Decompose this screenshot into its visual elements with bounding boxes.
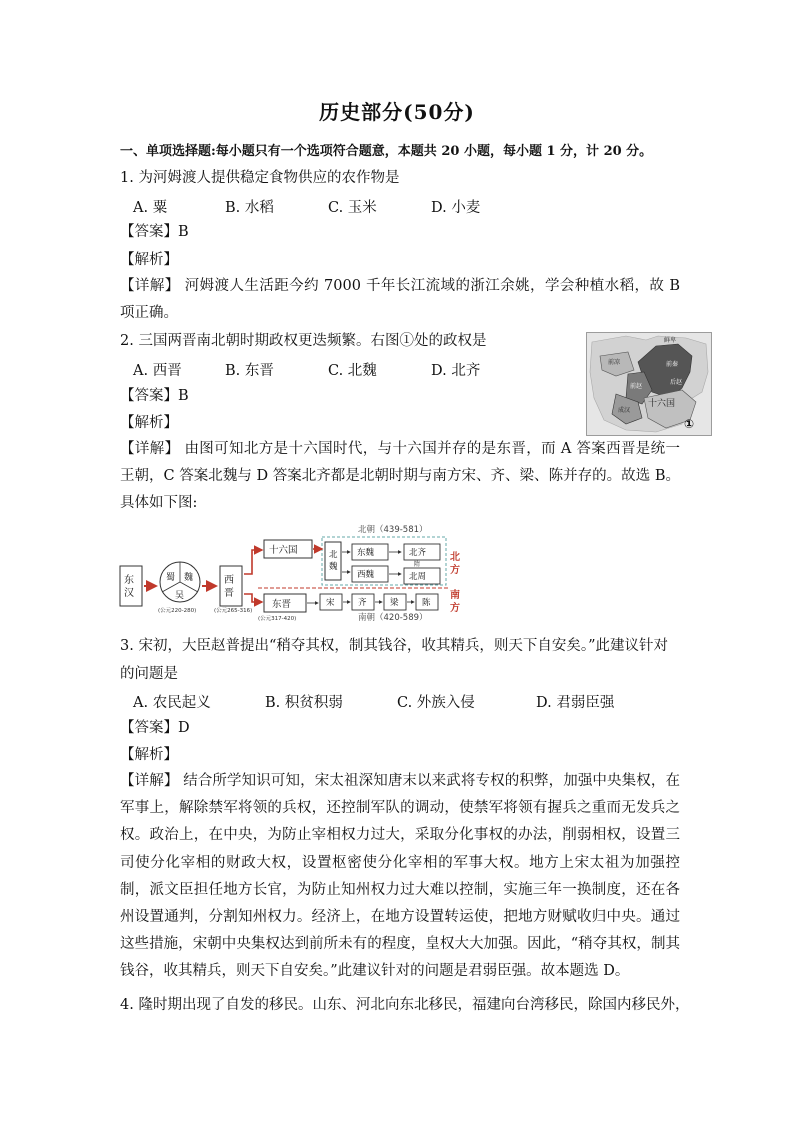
question-2-stem: 2. 三国两晋南北朝时期政权更迭频繁。右图①处的政权是 [120, 333, 487, 349]
section-heading: 一、单项选择题:每小题只有一个选项符合题意，本题共 20 小题，每小题 1 分，计 20 分。 [120, 144, 653, 159]
south-dynasties-label: 南朝（420-589） [358, 613, 428, 622]
map-label-qianliang: 前凉 [608, 359, 621, 366]
side-south-label [450, 588, 460, 614]
map-label-chenghan: 成汉 [618, 407, 631, 414]
map-label-houzhao: 后赵 [670, 379, 683, 386]
question-3-option-d: D. 君弱臣强 [536, 695, 615, 711]
bei-zhou-label: 北周 [409, 572, 427, 582]
south-qi-label: 齐 [358, 598, 367, 608]
detail-tag: 【详解】 [120, 773, 179, 789]
detail-text: 结合所学知识可知，宋太祖深知唐末以来武将专权的积弊，加强中央集权，在军事上，解除禁军将领的兵权，还控制军队的调动，使禁军将领有握兵之重而无发兵之权。政治上，在中央，为防止宰相权力过大，采取分化事权的办法，削弱相权，设置三司使分化宰相的财政大权，设置枢密使分化宰相的军事大权。地方上宋太祖为加强控制，派文臣担任地方长官，为防止知州权力过大难以控制，实施三年一换制度，还在各州设置通判，分割知州权力。经济上，在地方设置转运使，把地方财赋收归中央。通过这些措施，宋朝中央集权达到前所未有的程度，皇权大大加强。因此，“稍夺其权，制其钱谷，收其精兵，则天下自安矣。”此建议针对的问题是君弱臣强。故本题选 D。 [120, 773, 681, 980]
question-4-stem: 4. 隆时期出现了自发的移民。山东、河北向东北移民，福建向台湾移民，除国内移民外， [120, 997, 690, 1013]
question-1-analysis-tag: 【解析】 [120, 252, 178, 268]
detail-tag: 【详解】 [120, 278, 180, 294]
kingdom-wu: 吴 [175, 591, 185, 601]
question-1-option-a: A. 粟 [133, 200, 168, 216]
dong-wei-label: 东魏 [357, 548, 375, 558]
dong-han-char-2: 汉 [124, 588, 134, 599]
xi-jin-char-1: 西 [224, 575, 234, 586]
kingdom-wei: 魏 [184, 573, 194, 583]
page-title: 历史部分(50分) [319, 100, 475, 124]
dong-jin-label: 东晋 [272, 599, 292, 610]
question-2-analysis-tag: 【解析】 [120, 415, 178, 431]
question-1-stem: 1. 为河姆渡人提供稳定食物供应的农作物是 [120, 170, 400, 186]
detail-text: 河姆渡人生活距今约 7000 千年长江流域的浙江余姚，学会种植水稻，故 B 项正确。 [120, 278, 681, 322]
question-2-option-d: D. 北齐 [431, 363, 481, 379]
dong-han-char-1: 东 [124, 575, 134, 586]
xi-wei-label: 西魏 [357, 570, 375, 580]
question-3-analysis-tag: 【解析】 [120, 747, 178, 763]
map-label-qianqin: 前秦 [666, 361, 679, 368]
south-song-label: 宋 [326, 598, 335, 608]
detail-tag: 【详解】 [120, 441, 180, 457]
side-north-char-1: 北 [450, 552, 460, 563]
answer-tag: 【答案】 [120, 720, 178, 736]
bei-wei-char-2: 魏 [329, 562, 338, 572]
question-3-stem-line-2: 的问题是 [120, 666, 178, 682]
three-kingdoms-years: (公元220-280) [158, 608, 197, 614]
kingdom-shu: 蜀 [166, 573, 176, 583]
question-1-option-c: C. 玉米 [328, 200, 377, 216]
answer-value: D [178, 720, 190, 736]
dynasty-timeline-diagram [118, 522, 478, 622]
question-3-answer [120, 718, 190, 738]
bei-wei-char-1: 北 [329, 550, 338, 560]
question-1-option-b: B. 水稻 [225, 200, 274, 216]
question-2-option-a: A. 西晋 [133, 363, 182, 379]
side-north-label [450, 551, 460, 576]
question-3-stem-line-1: 3. 宋初，大臣赵普提出“稍夺其权，制其钱谷，收其精兵，则天下自安矣。”此建议针对 [120, 638, 669, 654]
xi-jin-char-2: 晋 [224, 588, 234, 599]
answer-value: B [178, 388, 189, 404]
south-liang-label: 梁 [390, 598, 399, 608]
question-1-answer [120, 222, 189, 242]
dong-jin-years: (公元317-420) [258, 616, 297, 622]
side-south-char-2: 方 [450, 603, 460, 614]
bei-qi-label: 北齐 [409, 548, 427, 558]
xi-jin-years: (公元265-316) [214, 608, 253, 614]
map-label-sixteen: 十六国 [648, 399, 676, 409]
map-label-xianbei: 鲜卑 [664, 337, 677, 344]
sixteen-kingdoms-label: 十六国 [269, 545, 298, 556]
bei-wei-box [325, 542, 341, 580]
question-2-answer [120, 386, 189, 406]
question-1-option-d: D. 小麦 [431, 200, 481, 216]
detail-text: 由图可知北方是十六国时代，与十六国并存的是东晋，而 A 答案西晋是统一王朝，C 答案北魏与 D 答案北齐都是北朝时期与南方宋、齐、梁、陈并存的。故选 B。具体如下图: [120, 441, 681, 512]
question-3-option-b: B. 积贫积弱 [265, 695, 343, 711]
answer-tag: 【答案】 [120, 388, 178, 404]
question-1-detail [120, 273, 680, 327]
question-3-option-a: A. 农民起义 [133, 695, 211, 711]
question-2-detail [120, 436, 680, 518]
map-label-qianzhao: 前赵 [630, 383, 643, 390]
xi-jin-box [220, 566, 242, 606]
dong-han-box [120, 566, 142, 606]
north-dynasties-label: 北朝（439-581） [358, 525, 428, 535]
question-3-option-c: C. 外族入侵 [397, 695, 475, 711]
answer-tag: 【答案】 [120, 224, 178, 240]
side-south-char-1: 南 [450, 590, 460, 601]
question-2-option-b: B. 东晋 [225, 363, 274, 379]
question-3-detail [120, 768, 680, 986]
question-2-option-c: C. 北魏 [328, 363, 377, 379]
sixteen-kingdoms-map [586, 332, 712, 436]
sui-label: 隋 [414, 561, 421, 568]
side-north-char-2: 方 [450, 565, 460, 576]
answer-value: B [178, 224, 189, 240]
south-chen-label: 陈 [422, 598, 431, 608]
map-label-circle-one: ① [684, 417, 695, 431]
